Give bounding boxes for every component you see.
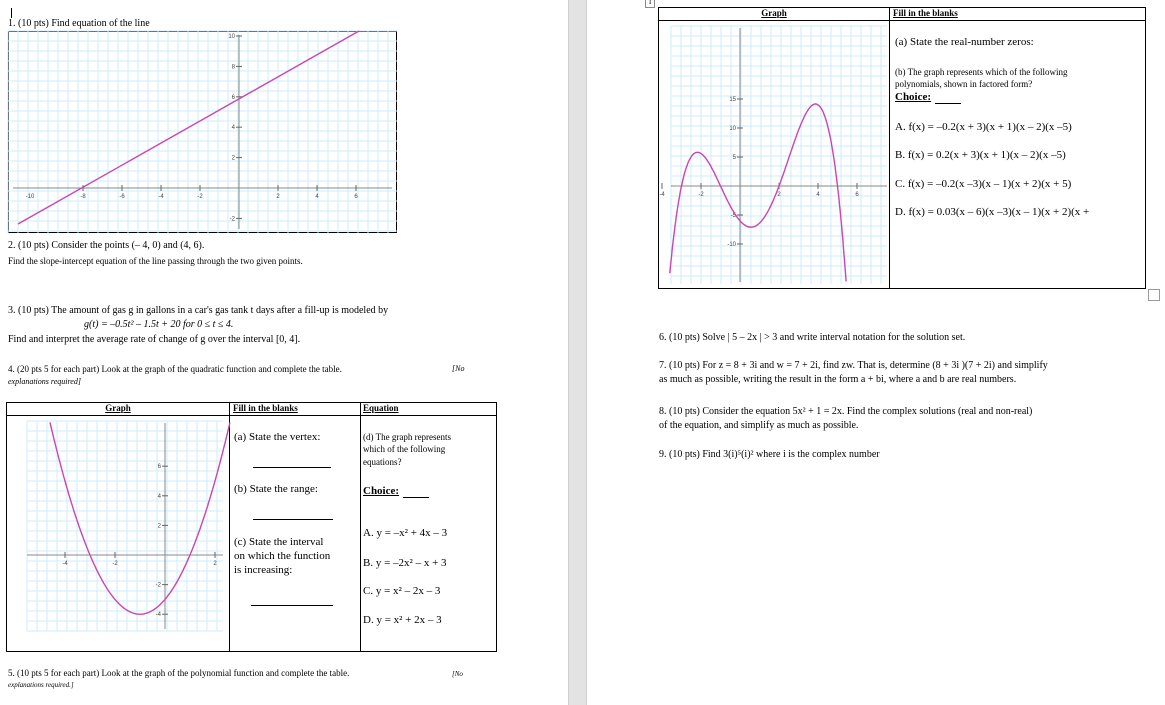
q3-line3: Find and interpret the average rate of change of g over the interval [0, 4].: [8, 334, 301, 345]
q5-zeros-label: (a) State the real-number zeros:: [895, 36, 1034, 48]
x-tick-label: -4: [158, 194, 164, 200]
q4-interval-label-3: is increasing:: [234, 564, 293, 576]
text-cursor: [11, 8, 12, 18]
x-tick-label: -4: [62, 561, 68, 567]
q4-choice-c: C. y = x² – 2x – 3: [363, 585, 441, 597]
y-tick-label: 4: [231, 125, 235, 132]
q4-note-b: explanations required]: [8, 377, 81, 386]
x-tick-label: -10: [25, 194, 35, 200]
x-tick-label: -4: [659, 192, 665, 198]
x-tick-label: 2: [213, 561, 217, 567]
y-tick-label: 15: [729, 97, 736, 103]
q5-line1: 5. (10 pts 5 for each part) Look at the graph of the polynomial function and complete the table.: [8, 668, 350, 678]
q3-line2: g(t) = –0.5t² – 1.5t + 20 for 0 ≤ t ≤ 4.: [84, 319, 234, 330]
y-tick-label: 10: [228, 34, 235, 40]
q4-choice-d: D. y = x² + 2x – 3: [363, 614, 442, 626]
q5-table: [658, 7, 1146, 289]
q5-choice-c: C. f(x) = –0.2(x –3)(x – 1)(x + 2)(x + 5): [895, 178, 1072, 190]
parabola-graph: [27, 421, 223, 631]
q4-choice-label: Choice:: [363, 485, 400, 497]
q3-line1: 3. (10 pts) The amount of gas g in gallons in a car's gas tank t days after a fill-up is modeled by: [8, 305, 389, 316]
q4-vertex-label: (a) State the vertex:: [234, 431, 321, 443]
q8-line1: 8. (10 pts) Consider the equation 5x² + 1 = 2x. Find the complex solutions (real and non-real): [659, 406, 1033, 417]
q4-note-a: [No: [452, 364, 465, 373]
x-tick-label: 6: [354, 194, 358, 200]
q4-choice-b: B. y = –2x² – x + 3: [363, 557, 447, 569]
q4-table: [6, 402, 497, 652]
y-tick-label: 2: [157, 523, 161, 530]
x-tick-label: -2: [698, 192, 704, 198]
q4-interval-blank[interactable]: [251, 605, 333, 606]
y-tick-label: -10: [727, 242, 736, 248]
x-tick-label: -6: [119, 194, 125, 200]
q4-range-blank[interactable]: [253, 519, 333, 520]
x-tick-label: -2: [197, 194, 203, 200]
y-tick-label: -2: [155, 582, 161, 589]
q5-choice-label: Choice:: [895, 91, 932, 103]
y-tick-label: -2: [229, 216, 235, 223]
resize-handle[interactable]: [1148, 289, 1160, 301]
q4-header-blanks: Fill in the blanks: [233, 403, 298, 413]
page-gutter: [568, 0, 587, 705]
q7-line1: 7. (10 pts) For z = 8 + 3i and w = 7 + 2i, find zw. That is, determine (8 + 3i )(7 + 2i) and simplify: [659, 360, 1048, 371]
y-tick-label: 6: [157, 464, 161, 471]
y-tick-label: -5: [730, 213, 736, 219]
q8-line2: of the equation, and simplify as much as possible.: [659, 420, 859, 431]
q4-interval-label-2: on which the function: [234, 550, 331, 562]
q4-eq-prompt-2: which of the following: [363, 444, 446, 454]
q4-interval-label-1: (c) State the interval: [234, 536, 324, 548]
q2-line1: 2. (10 pts) Consider the points (– 4, 0) and (4, 6).: [8, 240, 205, 251]
q5-header-blanks: Fill in the blanks: [893, 8, 958, 18]
q4-range-label: (b) State the range:: [234, 483, 318, 495]
x-tick-label: 2: [276, 194, 280, 200]
y-tick-label: 10: [729, 126, 736, 132]
q4-header-equation: Equation: [363, 403, 399, 413]
q5-represents-2: polynomials, shown in factored form?: [895, 79, 1033, 89]
q5-note: [No: [452, 670, 463, 678]
corner-tag: T: [645, 0, 655, 8]
y-tick-label: 5: [732, 155, 736, 161]
q1-title: 1. (10 pts) Find equation of the line: [8, 18, 150, 29]
x-tick-label: 6: [855, 192, 859, 198]
x-tick-label: 4: [315, 194, 319, 200]
x-tick-label: -8: [80, 194, 86, 200]
y-tick-label: -4: [155, 612, 161, 619]
q4-vertex-blank[interactable]: [253, 467, 331, 468]
q5-choice-b: B. f(x) = 0.2(x + 3)(x + 1)(x – 2)(x –5): [895, 149, 1066, 161]
q5-choice-d: D. f(x) = 0.03(x – 6)(x –3)(x – 1)(x + 2)(x +: [895, 206, 1090, 218]
q4-line1: 4. (20 pts 5 for each part) Look at the graph of the quadratic function and complete the table.: [8, 364, 342, 374]
polynomial-graph: [659, 26, 887, 284]
q4-eq-prompt-3: equations?: [363, 457, 402, 467]
left-page: [0, 0, 568, 705]
y-tick-label: 6: [231, 94, 235, 101]
y-tick-label: 2: [231, 155, 235, 162]
q2-line2: Find the slope-intercept equation of the line passing through the two given points.: [8, 256, 303, 266]
y-tick-label: 8: [231, 64, 235, 71]
q4-choice-blank[interactable]: [403, 497, 429, 498]
q5-line2: explanations required.]: [8, 681, 74, 689]
q5-choice-blank[interactable]: [935, 103, 961, 104]
q4-choice-a: A. y = –x² + 4x – 3: [363, 527, 448, 539]
q7-line2: as much as possible, writing the result in the form a + bi, where a and b are real numbers.: [659, 374, 1017, 385]
q4-header-graph: Graph: [105, 403, 131, 413]
x-tick-label: 2: [777, 192, 781, 198]
line-graph: [8, 31, 397, 233]
y-tick-label: 4: [157, 493, 161, 500]
q6-text: 6. (10 pts) Solve | 5 – 2x | > 3 and write interval notation for the solution set.: [659, 332, 966, 343]
x-tick-label: -2: [112, 561, 118, 567]
q9-text: 9. (10 pts) Find 3(i)⁵(i)² where i is the complex number: [659, 449, 880, 460]
q5-header-graph: Graph: [761, 8, 787, 18]
q5-represents-1: (b) The graph represents which of the following: [895, 67, 1068, 77]
q5-choice-a: A. f(x) = –0.2(x + 3)(x + 1)(x – 2)(x –5): [895, 121, 1072, 133]
q4-eq-prompt-1: (d) The graph represents: [363, 432, 452, 442]
right-page: [587, 0, 1165, 705]
x-tick-label: 4: [816, 192, 820, 198]
